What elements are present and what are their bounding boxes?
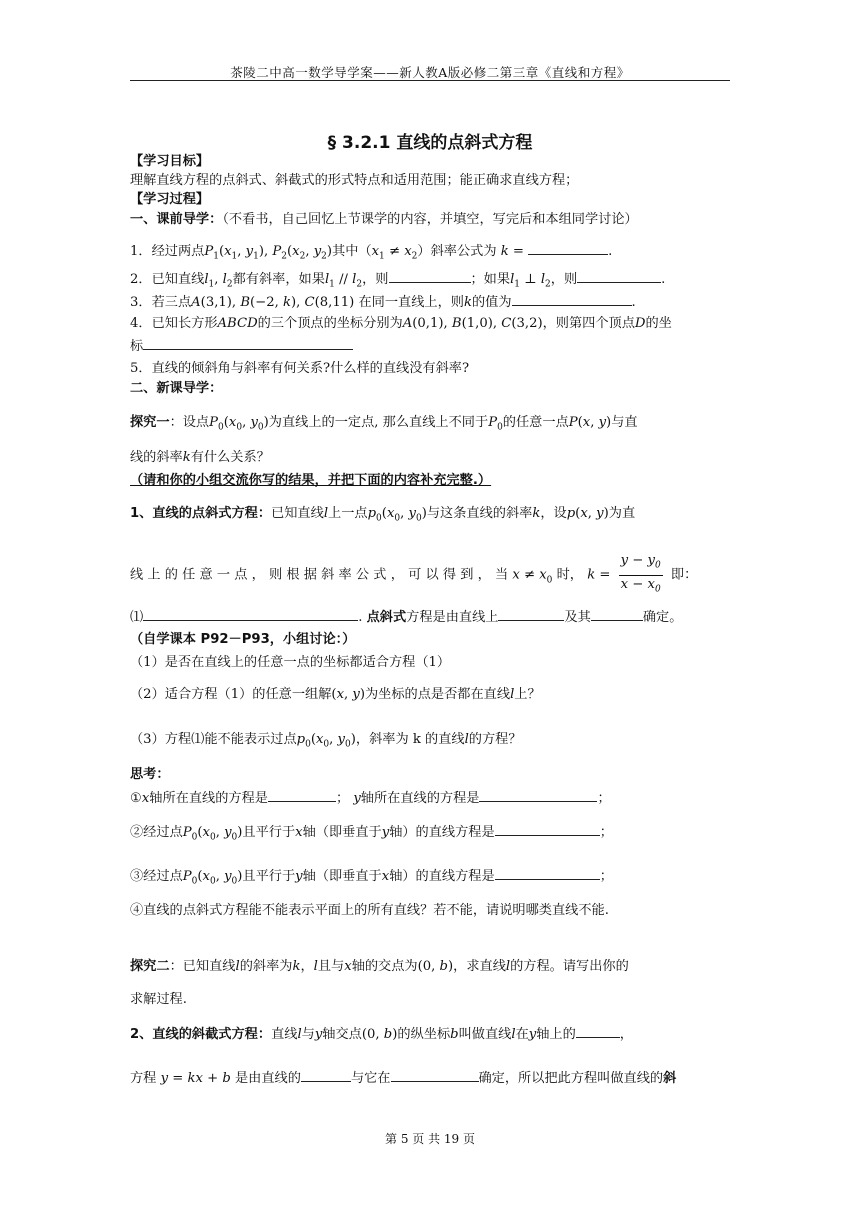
question-3: 3．若三点A(3,1), B(−2, k), C(8,11) 在同一直线上，则k的值为 . xyxy=(130,295,636,310)
explore-1-note: （请和你的小组交流你写的结果，并把下面的内容补充完整.） xyxy=(130,473,492,488)
answer-blank[interactable] xyxy=(143,608,358,621)
answer-blank[interactable] xyxy=(576,1025,620,1038)
answer-blank[interactable] xyxy=(301,1069,351,1082)
discussion-2: （2）适合方程（1）的任意一组解(x, y)为坐标的点是否都在直线l上？ xyxy=(130,687,541,702)
think-1: ①x轴所在直线的方程是 ； y轴所在直线的方程是 ； xyxy=(130,791,611,806)
header-rule xyxy=(130,80,730,81)
self-study-note: （自学课本 P92－P93，小组讨论：） xyxy=(130,632,356,647)
definition-point-slope: 1、直线的点斜式方程：已知直线l上一点$p_0(x_0$, $y_0$)与这条直线的斜率k，设p(x, y)为直 xyxy=(130,506,636,524)
discussion-1: （1）是否在直线上的任意一点的坐标都适合方程（1） xyxy=(130,655,451,670)
goal-heading: 【学习目标】 xyxy=(130,154,210,169)
question-1: 1．经过两点$P_1(x_1$, $y_1$), $P_2(x_2$, $y_2$)其中$(x_1 \ne x_2)$斜率公式为 k = . xyxy=(130,244,613,262)
page-footer: 第 5 页 共 19 页 xyxy=(385,1132,475,1146)
definition-point-slope-cont: 线 上 的 任 意 一 点 ， 则 根 据 斜 率 公 式 ， 可 以 得 到 ， 当 $x \ne x_0$ 时， k = $\frac{y - y_0}{x - x_0}$ 即： xyxy=(130,552,697,598)
think-3: ③经过点$P_0(x_0$, $y_0$)且平行于y轴（即垂直于x轴）的直线方程是 ； xyxy=(130,869,613,887)
answer-blank[interactable] xyxy=(495,823,600,836)
answer-blank[interactable] xyxy=(268,789,336,802)
equation-1-line: ⑴ . 点斜式方程是由直线上 及其 确定。 xyxy=(130,610,683,625)
answer-blank[interactable] xyxy=(512,293,632,306)
explore-2-cont: 求解过程. xyxy=(130,992,187,1007)
process-heading: 【学习过程】 xyxy=(130,192,210,207)
section-new-lesson: 二、新课导学： xyxy=(130,381,223,396)
question-4-cont: 标 xyxy=(130,337,353,356)
think-2: ②经过点$P_0(x_0$, $y_0$)且平行于x轴（即垂直于y轴）的直线方程是 ； xyxy=(130,825,613,843)
think-4: ④直线的点斜式方程能不能表示平面上的所有直线？若不能，请说明哪类直线不能. xyxy=(130,903,609,918)
question-4: 4．已知长方形ABCD的三个顶点的坐标分别为A(0,1), B(1,0), C(3,2)，则第四个顶点D的坐 xyxy=(130,316,672,331)
think-heading: 思考： xyxy=(130,767,170,782)
question-5: 5．直线的倾斜角与斜率有何关系?什么样的直线没有斜率? xyxy=(130,361,470,376)
goal-text: 理解直线方程的点斜式、斜截式的形式特点和适用范围；能正确求直线方程； xyxy=(130,173,579,188)
question-2: 2．已知直线$l_1$, $l_2$都有斜率，如果$l_1 // l_2$，则 ；如果$l_1$ ⊥ $l_2$，则 . xyxy=(130,272,666,290)
answer-blank[interactable] xyxy=(389,270,471,283)
section-pre-class: 一、课前导学：（不看书，自己回忆上节课学的内容，并填空，写完后和本组同学讨论） xyxy=(130,212,638,227)
definition-slope-intercept: 2、直线的斜截式方程：直线l与y轴交点(0, b)的纵坐标b叫做直线l在y轴上的 ， xyxy=(130,1027,633,1042)
answer-blank[interactable] xyxy=(495,867,600,880)
answer-blank[interactable] xyxy=(498,608,564,621)
answer-blank[interactable] xyxy=(479,789,597,802)
answer-blank[interactable] xyxy=(528,242,608,255)
answer-blank[interactable] xyxy=(591,608,643,621)
slope-fraction: $\frac{y - y_0}{x - x_0}$ xyxy=(620,553,661,595)
explore-2: 探究二：已知直线l的斜率为k，l且与x轴的交点为(0, b)，求直线l的方程。请写出你的 xyxy=(130,959,629,974)
definition-slope-intercept-cont: 方程 y = kx + b 是由直线的 与它在 确定，所以把此方程叫做直线的斜 xyxy=(130,1071,677,1086)
page-title: § 3.2.1 直线的点斜式方程 xyxy=(327,133,533,153)
explore-1-cont: 线的斜率k有什么关系？ xyxy=(130,450,270,465)
answer-blank[interactable] xyxy=(577,270,661,283)
answer-blank[interactable] xyxy=(391,1069,479,1082)
answer-blank[interactable] xyxy=(143,337,353,350)
discussion-3: （3）方程⑴能不能表示过点$p_0(x_0$, $y_0$)，斜率为 k 的直线l的方程？ xyxy=(130,732,522,750)
explore-1: 探究一：设点$P_0(x_0$, $y_0$)为直线上的一定点, 那么直线上不同于$P_0$的任意一点P(x, y)与直 xyxy=(130,415,638,433)
page-header: 茶陵二中高一数学导学案——新人教A版必修二第三章《直线和方程》 xyxy=(230,65,630,80)
